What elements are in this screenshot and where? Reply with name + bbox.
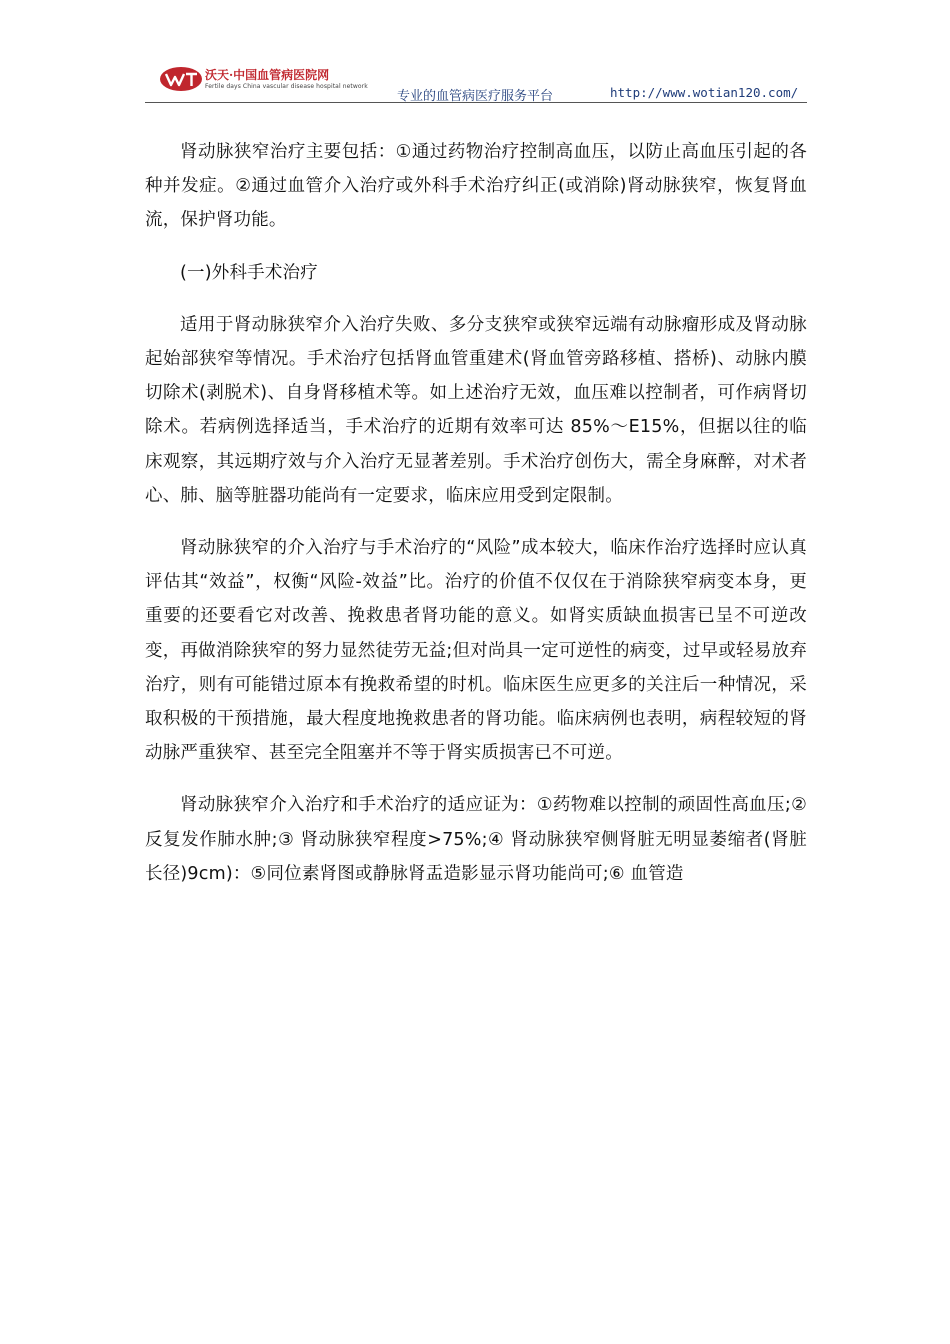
- paragraph-surgery-indications: 适用于肾动脉狭窄介入治疗失败、多分支狭窄或狭窄远端有动脉瘤形成及肾动脉起始部狭窄等情况。手术治疗包括肾血管重建术(肾血管旁路移植、搭桥)、动脉内膜切除术(剥脱术)、自身肾移植术等。如上述治疗无效，血压难以控制者，可作病肾切除术。若病例选择适当，手术治疗的近期有效率可达 85%～E15%，但据以往的临床观察，其远期疗效与介入治疗无显著差别。手术治疗创伤大，需全身麻醉，对术者心、肺、脑等脏器功能尚有一定要求，临床应用受到定限制。: [145, 314, 807, 506]
- logo-mark-icon: [159, 66, 203, 92]
- site-slogan: 专业的血管病医疗服务平台: [397, 89, 554, 104]
- paragraph-risk-benefit: 肾动脉狭窄的介入治疗与手术治疗的“风险”成本较大，临床作治疗选择时应认真评估其“效益”，权衡“风险-效益”比。治疗的价值不仅仅在于消除狭窄病变本身，更重要的还要看它对改善、挽救患者肾功能的意义。如肾实质缺血损害已呈不可逆改变，再做消除狭窄的努力显然徒劳无益;但对尚具一定可逆性的病变，过早或轻易放弃治疗，则有可能错过原本有挽救希望的时机。临床医生应更多的关注后一种情况，采取积极的干预措施，最大程度地挽救患者的肾功能。临床病例也表明，病程较短的肾动脉严重狭窄、甚至完全阻塞并不等于肾实质损害已不可逆。: [145, 538, 807, 764]
- logo-chinese-text: 沃天·中国血管病医院网: [205, 68, 330, 82]
- page-header: [145, 60, 807, 103]
- site-logo[interactable]: [159, 64, 368, 96]
- logo-english-text: Fertile days China vascular disease hospital network: [205, 83, 368, 90]
- paragraph-treatment-overview: 肾动脉狭窄治疗主要包括：①通过药物治疗控制高血压，以防止高血压引起的各种并发症。②通过血管介入治疗或外科手术治疗纠正(或消除)肾动脉狭窄，恢复肾血流，保护肾功能。: [145, 142, 807, 231]
- site-url-link[interactable]: http://www.wotian120.com/: [610, 85, 799, 100]
- paragraph-indications-list: 肾动脉狭窄介入治疗和手术治疗的适应证为：①药物难以控制的顽固性高血压;② 反复发作肺水肿;③ 肾动脉狭窄程度>75%;④ 肾动脉狭窄侧肾脏无明显萎缩者(肾脏长径)9cm)：⑤同位素肾图或静脉肾盂造影显示肾功能尚可;⑥ 血管造: [145, 795, 807, 884]
- section-heading-surgery: (一)外科手术治疗: [180, 262, 318, 283]
- document-body: [145, 135, 807, 891]
